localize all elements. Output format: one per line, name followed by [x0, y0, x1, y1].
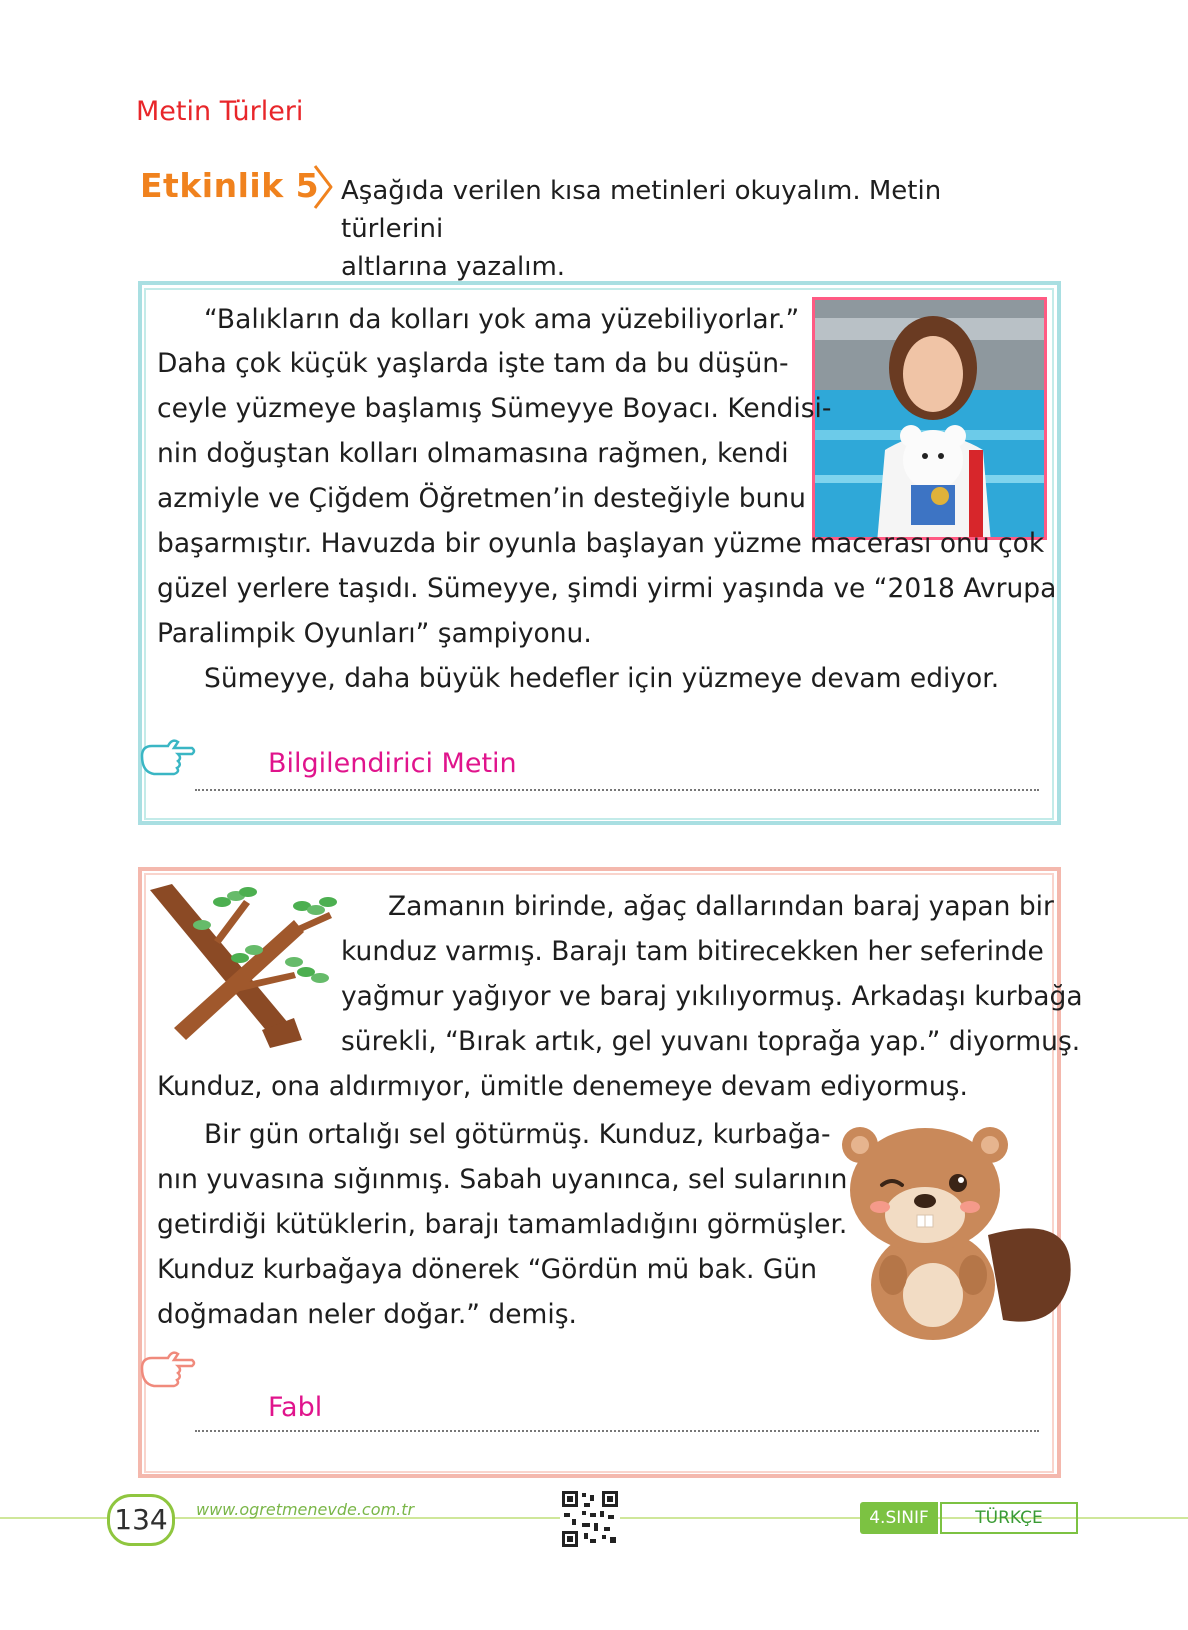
text2-line: Bir gün ortalığı sel götürmüş. Kunduz, kurbağa-	[204, 1119, 831, 1150]
answer-line	[195, 789, 1039, 791]
chevron-right-icon	[310, 162, 336, 212]
text1-line: güzel yerlere taşıdı. Sümeyye, şimdi yirmi yaşında ve “2018 Avrupa	[157, 573, 1057, 604]
section-title: Metin Türleri	[136, 96, 304, 127]
text2-line: kunduz varmış. Barajı tam bitirecekken her seferinde	[341, 936, 1044, 967]
text2-line: sürekli, “Bırak artık, gel yuvanı toprağa yap.” diyormuş.	[341, 1026, 1081, 1057]
text1-answer: Bilgilendirici Metin	[268, 748, 517, 779]
text2-line: getirdiği kütüklerin, barajı tamamladığını görmüşler.	[157, 1209, 848, 1240]
website-url[interactable]: www.ogretmenevde.com.tr	[196, 1500, 415, 1519]
text2-line: Zamanın birinde, ağaç dallarından baraj yapan bir	[388, 891, 1054, 922]
text2-line: yağmur yağıyor ve baraj yıkılıyormuş. Arkadaşı kurbağa	[341, 981, 1083, 1012]
tree-branch-illustration	[144, 880, 340, 1050]
subject-badge: TÜRKÇE	[940, 1502, 1078, 1534]
swimmer-photo	[812, 297, 1047, 540]
qr-code[interactable]	[560, 1489, 620, 1549]
page-number: 134	[107, 1494, 175, 1546]
text1-line: Sümeyye, daha büyük hedefler için yüzmeye devam ediyor.	[204, 663, 1000, 694]
text2-line: Kunduz, ona aldırmıyor, ümitle denemeye devam ediyormuş.	[157, 1071, 968, 1102]
grade-badge: 4.SINIF	[860, 1502, 938, 1534]
text1-line: Daha çok küçük yaşlarda işte tam da bu düşün-	[157, 348, 789, 379]
activity-label: Etkinlik 5	[140, 166, 320, 205]
pointing-hand-icon	[138, 734, 198, 780]
beaver-illustration	[838, 1115, 1078, 1340]
text1-line: ceyle yüzmeye başlamış Sümeyye Boyacı. Kendisi-	[157, 393, 832, 424]
text1-line: nin doğuştan kolları olmamasına rağmen, kendi	[157, 438, 789, 469]
text2-answer: Fabl	[268, 1392, 323, 1423]
pointing-hand-icon	[138, 1346, 198, 1392]
text1-line: “Balıkların da kolları yok ama yüzebiliyorlar.”	[204, 304, 800, 335]
text1-line: azmiyle ve Çiğdem Öğretmen’in desteğiyle bunu	[157, 483, 806, 514]
text1-line: başarmıştır. Havuzda bir oyunla başlayan yüzme macerası onu çok	[157, 528, 1045, 559]
text2-line: doğmadan neler doğar.” demiş.	[157, 1299, 577, 1330]
text2-line: Kunduz kurbağaya dönerek “Gördün mü bak. Gün	[157, 1254, 818, 1285]
text2-line: nın yuvasına sığınmış. Sabah uyanınca, sel sularının	[157, 1164, 848, 1195]
answer-line	[195, 1430, 1039, 1432]
text1-line: Paralimpik Oyunları” şampiyonu.	[157, 618, 592, 649]
activity-instruction: Aşağıda verilen kısa metinleri okuyalım. Metin türlerini altlarına yazalım.	[341, 176, 942, 282]
